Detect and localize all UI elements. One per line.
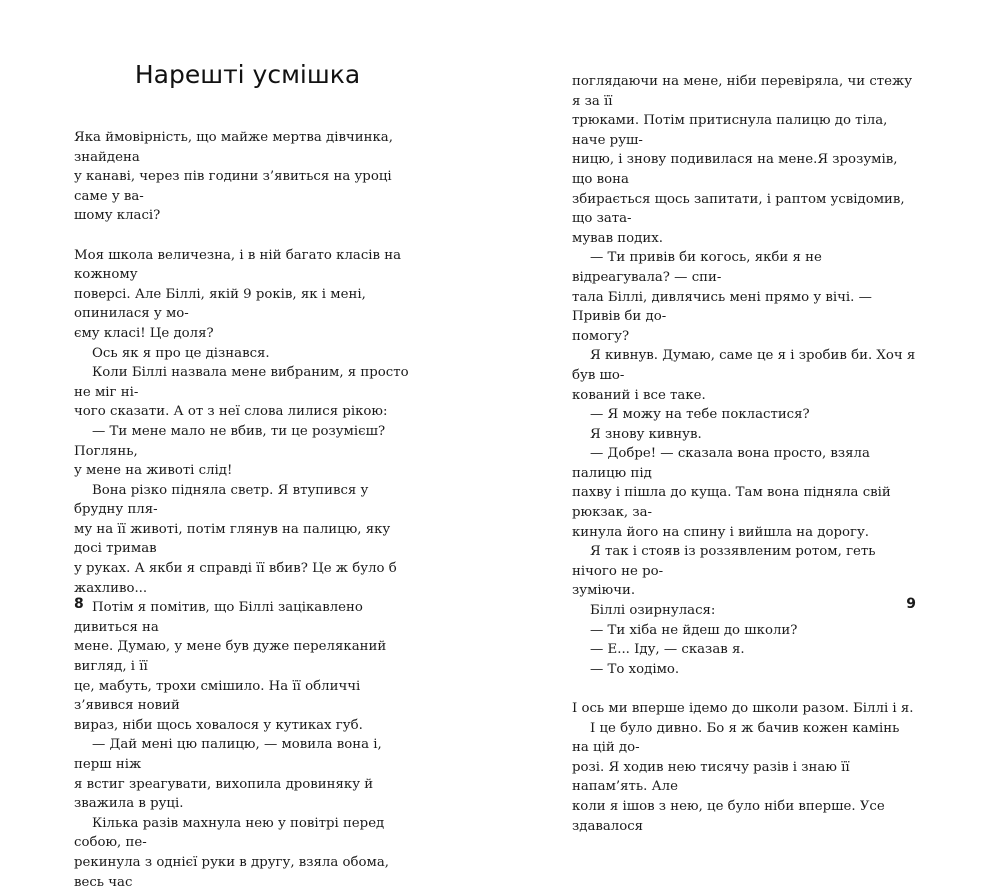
right-text-column [572, 72, 916, 836]
paragraph: поглядаючи на мене, ніби перевіряла, чи стежу я за її трюками. Потім притиснула палицю до тіла, наче руш- ницю, і знову подивилася на мене.Я зрозумів, що вона збирається щось запитати, і раптом усвідомив, що зата- мував подих. [572, 74, 913, 246]
paragraph: Я так і стояв із роззявленим ротом, геть нічого не ро- зуміючи. [572, 544, 876, 599]
paragraph: — Е... Іду, — сказав я. [590, 642, 745, 658]
paragraph: Яка ймовірність, що майже мертва дівчинка, знайдена у канаві, через пів години з’явиться на уроці саме у ва- шому класі? [74, 130, 393, 224]
paragraph: Коли Біллі назвала мене вибраним, я просто не міг ні- чого сказати. А от з неї слова лилися рікою: [74, 365, 409, 420]
left-text-column [74, 128, 418, 892]
paragraph: — Ти мене мало не вбив, ти це розумієш? Поглянь, у мене на животі слід! [74, 423, 386, 479]
paragraph: Біллі озирнулася: [590, 603, 716, 619]
paragraph: Кілька разів махнула нею у повітрі перед собою, пе- рекинула з однієї руки в другу, взяла обома, весь час [74, 815, 390, 890]
paragraph: Я знову кивнув. [590, 426, 702, 442]
page-number-left: 8 [74, 596, 84, 612]
paragraph: І це було дивно. Бо я ж бачив кожен камінь на цій до- розі. Я ходив нею тисячу разів і знаю її напам’ять. Але коли я ішов з нею, це було ніби вперше. Усе здавалося [572, 720, 900, 834]
paragraph: Потім я помітив, що Біллі зацікавлено дивиться на мене. Думаю, у мене був дуже переляканий вигляд, і її це, мабуть, трохи смішило. На її обличчі з’явився новий вираз, ніби щось ховалося у кутиках губ. [74, 600, 387, 733]
paragraph: І ось ми вперше ідемо до школи разом. Біллі і я. [572, 701, 914, 716]
right-page [496, 0, 991, 834]
paragraph: Моя школа величезна, і в ній багато класів на кожному поверсі. Але Біллі, якій 9 років, як і мені, опинилася у мо- єму класі! Це доля? [74, 247, 402, 341]
paragraph: — Ти привів би когось, якби я не відреагувала? — спи- тала Біллі, дивлячись мені прямо у вічі. — Привів би до- помогу? [572, 250, 872, 344]
paragraph: — Добре! — сказала вона просто, взяла палицю під пахву і пішла до куща. Там вона підняла свій рюкзак, за- кинула його на спину і вийшла на дорогу. [572, 446, 891, 540]
paragraph: — То ходімо. [590, 661, 680, 677]
paragraph: — Я можу на тебе покластися? [590, 407, 810, 423]
paragraph: — Ти хіба не йдеш до школи? [590, 622, 798, 638]
page-number-right: 9 [906, 596, 916, 612]
paragraph: — Дай мені цю палицю, — мовила вона і, перш ніж я встиг зреагувати, вихопила дровиняку й зважила в руці. [74, 737, 382, 812]
paragraph: Я кивнув. Думаю, саме це я і зробив би. Хоч я був шо- кований і все таке. [572, 348, 916, 403]
left-page [0, 0, 495, 890]
paragraph: Вона різко підняла светр. Я втупився у брудну пля- му на її животі, потім глянув на палицю, яку досі тримав у руках. А якби я справді її вбив? Це ж було б жахливо... [74, 482, 397, 596]
chapter-title: Нарешті усмішка [134, 60, 361, 89]
paragraph: Ось як я про це дізнався. [92, 345, 270, 361]
